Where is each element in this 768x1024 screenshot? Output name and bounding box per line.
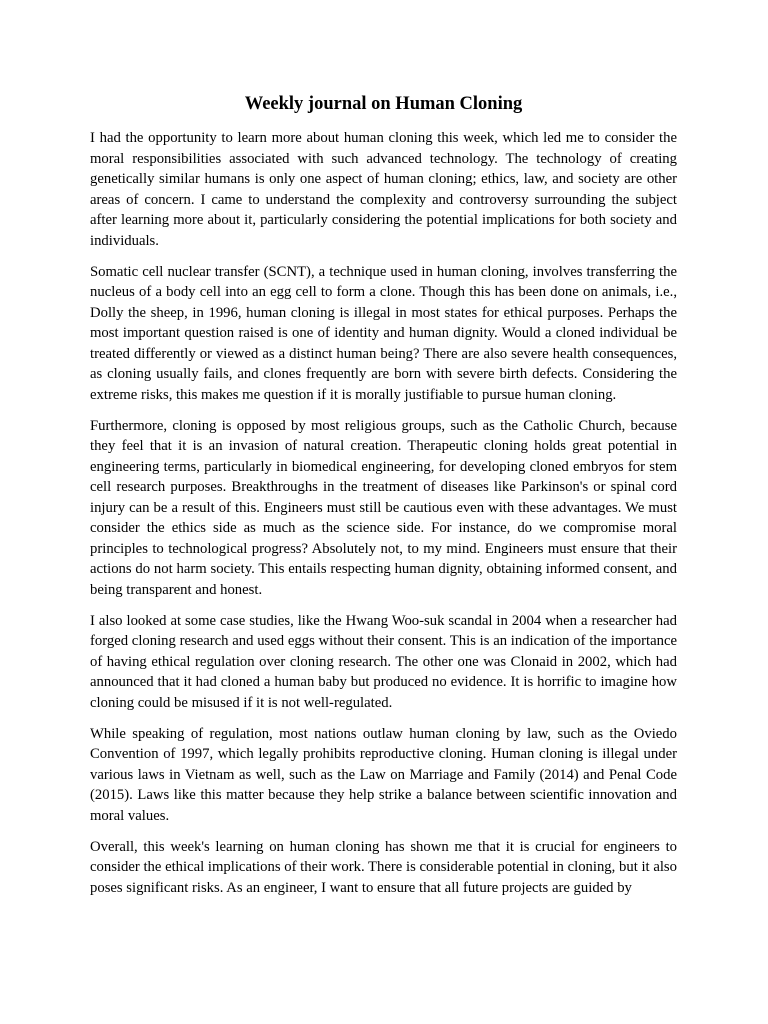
paragraph-religion-engineering: Furthermore, cloning is opposed by most religious groups, such as the Catholic Church, because they feel that it is an invasion of natural creation. Therapeutic cloning holds great potential in engineering terms, particularly in biomedical engineering, for developing cloned embryos for stem cell research purposes. Breakthroughs in the treatment of diseases like Parkinson's or spinal cord injury can be a result of this. Engineers must still be cautious even with these advantages. We must consider the ethics side as much as the science side. For instance, do we compromise moral principles to technological progress? Absolutely not, to my mind. Engineers must ensure that their actions do not harm society. This entails respecting human dignity, obtaining informed consent, and being transparent and honest.	[90, 417, 677, 598]
paragraph-scnt: Somatic cell nuclear transfer (SCNT), a technique used in human cloning, involves transferring the nucleus of a body cell into an egg cell to form a clone. Though this has been done on animals, i.e., Dolly the sheep, in 1996, human cloning is illegal in most states for ethical purposes. Perhaps the most important question raised is one of identity and human dignity. Would a cloned individual be treated differently or viewed as a distinct human being? There are also severe health consequences, as cloning usually fails, and clones frequently are born with severe birth defects. Considering the extreme risks, this makes me question if it is morally justifiable to pursue human cloning.	[90, 263, 677, 403]
paragraph-regulation: While speaking of regulation, most nations outlaw human cloning by law, such as the Oviedo Convention of 1997, which legally prohibits reproductive cloning. Human cloning is illegal under various laws in Vietnam as well, such as the Law on Marriage and Family (2014) and Penal Code (2015). Laws like this matter because they help strike a balance between scientific innovation and moral values.	[90, 725, 677, 824]
paragraph-case-studies: I also looked at some case studies, like the Hwang Woo-suk scandal in 2004 when a researcher had forged cloning research and used eggs without their consent. This is an indication of the importance of having ethical regulation over cloning research. The other one was Clonaid in 2002, which had announced that it had cloned a human baby but produced no evidence. It is horrific to imagine how cloning could be misused if it is not well-regulated.	[90, 612, 677, 711]
paragraph-intro: I had the opportunity to learn more about human cloning this week, which led me to consider the moral responsibilities associated with such advanced technology. The technology of creating genetically similar humans is only one aspect of human cloning; ethics, law, and society are other areas of concern. I came to understand the complexity and controversy surrounding the subject after learning more about it, particularly considering the potential implications for both society and individuals.	[90, 130, 677, 249]
document-body	[90, 128, 677, 909]
paragraph-conclusion: Overall, this week's learning on human cloning has shown me that it is crucial for engineers to consider the ethical implications of their work. There is considerable potential in cloning, but it also poses significant risks. As an engineer, I want to ensure that all future projects are guided by	[90, 838, 677, 896]
document-title: Weekly journal on Human Cloning	[244, 94, 523, 114]
